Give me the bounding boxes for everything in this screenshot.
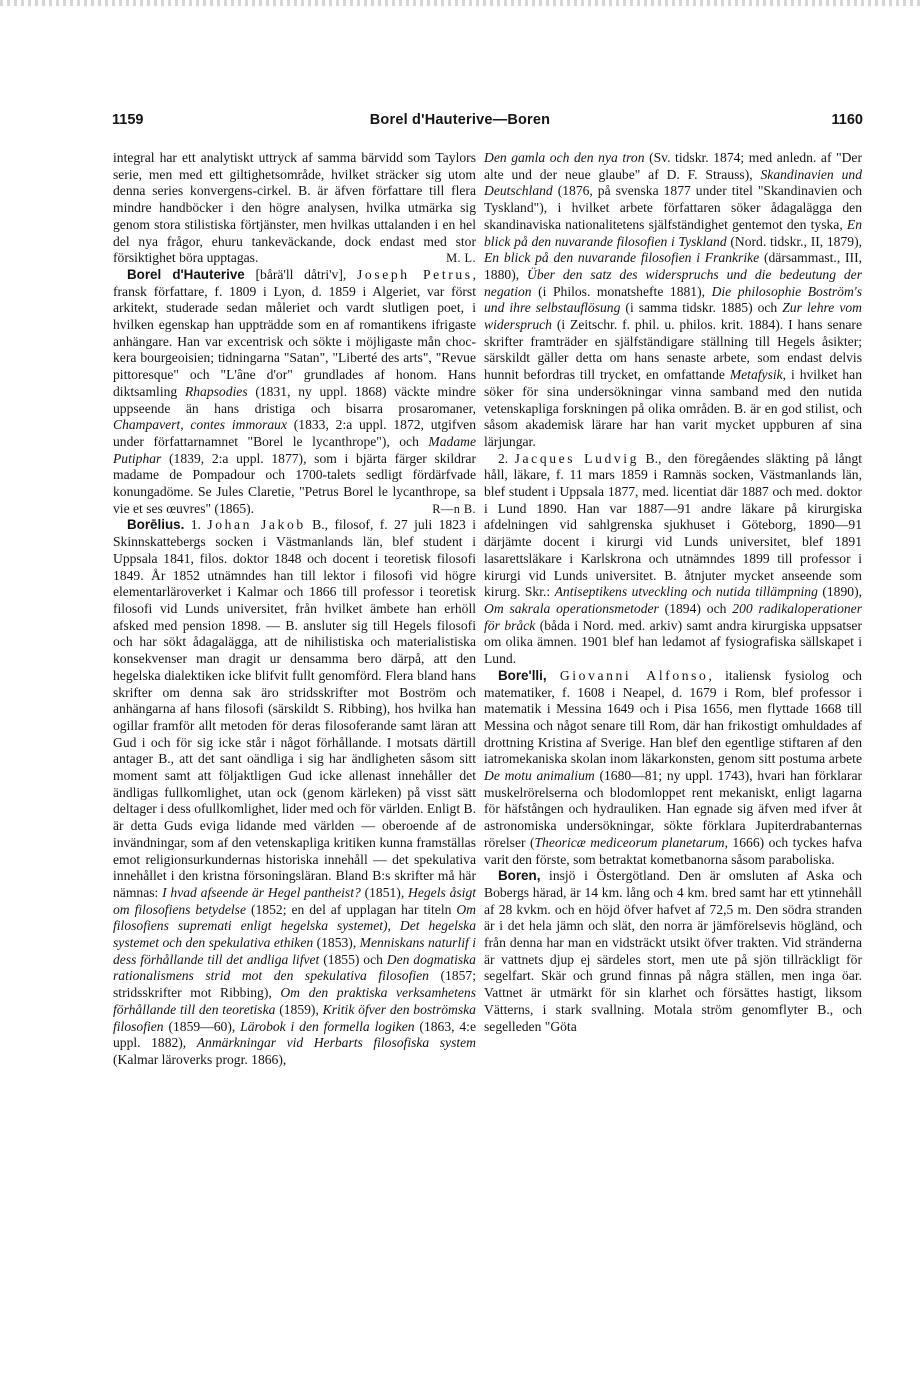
work-title: Menniskans naturlif i dess förhållande till det andliga lifvet: [113, 935, 476, 967]
author-signature: R—n B.: [432, 501, 476, 516]
text-run: (1894) och: [658, 600, 733, 616]
page-number-left: 1159: [112, 112, 144, 128]
work-title: Hegels åsigt om filosofiens betydelse: [113, 884, 477, 917]
text-run: [bårä'll dåtri'v],: [244, 266, 358, 282]
work-title: En blick på den nuvarande filosofien i Frankrike: [484, 250, 760, 266]
work-title: Theoricæ mediceorum planetarum: [534, 834, 725, 850]
entry-headword: Borēlius.: [127, 517, 185, 533]
text-run: insjö i Östergötland. Den är omsluten af Aska och Bobergs härad, är 14 km. lång och 4 km. bred samt har ett ytinnehåll af 28 kvkm. och en höjd öfver hafvet af 72,5 m. Den södra stranden är i det hela jämn och slät, den norra är jämförelsevis högländ, och från denna har man en vidsträckt utsikt öfver trakten. Vid stränderna är vattnets djup ej särdeles stort, men ute på sjön tillräckligt för segelfart. Skär och grund finnas på några ställen, men inga öar. Vattnet är utmärkt för sin klarhet och försättes hastigt, liksom Vätterns, i stark svallning. Motala ström genomflyter B., och segelleden "Göta: [484, 868, 862, 1034]
person-name-spaced: Joseph Petrus: [357, 266, 473, 282]
top-edge-marks: [0, 0, 920, 6]
text-run: (båda i Nord. med. arkiv) samt andra kirurgiska uppsatser om olika ämnen. 1901 blef han ledamot af fysiografiska sällskapet i Lund.: [484, 617, 862, 667]
work-title: Om filosofiens supremati enligt hegelska systemet), Det hegelska systemet och den spekulativa ethiken: [113, 901, 476, 951]
work-title: Champavert, contes immoraux: [113, 417, 287, 433]
left-column: [113, 150, 476, 1069]
text-run: (1857; stridsskrifter mot Ribbing),: [113, 968, 476, 1001]
entry-headword: Bore'lli,: [498, 667, 547, 683]
text-run: (1876, på svenska 1877 under titel "Skandinavien och Tyskland"), i hvilket arbete författaren söker ådagalägga den skandinaviska nationalitetens själfständighet gentemot den tyska,: [484, 183, 862, 232]
paragraph: [113, 267, 476, 518]
work-title: Madame Putiphar: [113, 433, 476, 466]
work-title: Zur lehre vom widerspruch: [484, 300, 862, 333]
paragraph: [113, 150, 476, 267]
person-name-spaced: Johan Jakob: [207, 517, 306, 533]
work-title: Metafysik: [729, 367, 783, 383]
work-title: En blick på den nuvarande filosofien i Tyskland: [484, 216, 862, 249]
work-title: Rhapsodies: [184, 383, 248, 399]
text-run: [547, 668, 560, 683]
text-run: (Kalmar läroverks progr. 1866),: [113, 1051, 287, 1067]
text-run: (1859—60),: [163, 1018, 241, 1034]
text-run: (1851),: [360, 884, 409, 900]
paragraph: [484, 668, 862, 868]
work-title: 200 radikaloperationer för bråck: [484, 600, 862, 633]
text-run: (Nord. tidskr., II, 1879),: [726, 233, 862, 249]
entry-headword: Borel d'Hauterive: [127, 266, 245, 282]
paragraph: [113, 517, 476, 1068]
work-title: Om sakrala operationsmetoder: [484, 600, 659, 616]
text-run: 1.: [184, 517, 208, 533]
text-run: (Sv. tidskr. 1874; med anledn. af "Der alte und der neue glaube" af D. F. Strauss),: [484, 150, 862, 182]
text-run: (1863, 4:e uppl. 1882),: [113, 1018, 476, 1051]
text-run: (i Philos. monatshefte 1881),: [531, 283, 712, 299]
work-title: Die philosophie Boström's und ihre selbstauflösung: [484, 283, 862, 316]
running-title: Borel d'Hauterive—Boren: [369, 112, 551, 128]
person-name-spaced: Giovanni Alfonso: [559, 667, 709, 683]
text-run: (1890),: [817, 584, 862, 600]
text-run: B., den föregåendes släkting på långt håll, läkare, f. 11 mars 1859 i Ramnäs socken, Västmanlands län, blef student i Uppsala 1877, med. licentiat där 1887 och med. doktor i Lund 1890. Han var 1887—91 andre läkare på kirurgiska afdelningen vid sahlgrenska sjukhuset i Göteborg, 1890—91 därjämte docent i kirurgi vid Lunds universitet, blef 1891 lasarettsläkare i Karlskrona och utnämndes 1899 till professor i kirurgi vid Lunds universitet. B. åtnjuter mycket anseende som kirurg. Skr.:: [484, 450, 863, 600]
work-title: Anmärkningar vid Herbarts filosofiska system: [196, 1035, 476, 1051]
text-run: (1680—81; ny uppl. 1743), hvari han förklarar muskelrörelserna och blodomloppet rent mekaniskt, enligt lagarna för häfstången och hydrauliken. Han egnade sig äfven med ifver åt astronomiska undersökningar, sökte förklara Jupiterdrabanternas rörelser (: [484, 768, 863, 850]
work-title: Den dogmatiska rationalismens strid mot den spekulativa filosofien: [113, 951, 476, 984]
page-number-right: 1160: [831, 112, 863, 128]
person-name-spaced: Jacques Ludvig: [514, 450, 640, 466]
text-run: , italiensk fysiolog och matematiker, f. 1608 i Neapel, d. 1679 i Rom, blef professor i matematik i Messina 1649 och i Pisa 1656, men flyttade 1668 till Messina och något senare till Rom, där han frikostigt omhuldades af drottning Kristina af Sverige. Han blef den egentlige stiftaren af den iatromekaniska skolan inom läkarkonsten, genom sitt postuma arbete: [484, 667, 862, 767]
text-run: , fransk författare, f. 1809 i Lyon, d. 1859 i Algeriet, var först arkitekt, studerade sedan måleriet och vardt slutligen poet, i hvilken egenskap han uppträdde som en af romantikens ifrigaste anhängare. Han var excentrisk och sökte i möjligaste mån choc-kera bourgeoisien; tidningarna "Satan", "Liberté des arts", "Revue pittoresque" och "L'âne d'or" grundlades af honom. Hans diktsamling: [113, 266, 477, 399]
text-run: (1831, ny uppl. 1868) väckte mindre uppseende än hans dristiga och bisarra prosaromaner,: [113, 383, 477, 416]
work-title: Antiseptikens utveckling och nutida tillämpning: [554, 584, 818, 600]
text-run: (i Zeitschr. f. phil. u. philos. krit. 1884). I hans senare skrifter framträder en själfständigare ställning till Hegels åsikter; särskildt gäller detta om hans senaste arbete, som endast delvis hunnit befordras till trycket, en omfattande: [484, 317, 862, 383]
text-run: (1833, 2:a uppl. 1872, utgifven under författarnamnet "Borel le lycanthrope"), och: [113, 417, 476, 449]
text-run: (i samma tidskr. 1885) och: [620, 300, 783, 316]
paragraph: [484, 451, 862, 668]
work-title: Kritik öfver den boströmska filosofien: [113, 1001, 476, 1034]
text-run: (1855) och: [319, 951, 387, 967]
text-run: (1839, 2:a uppl. 1877), som i bjärta färger skildrar madame de Pompadour och 1700-talets sedligt fördärfvade konungadöme. Se Jules Claretie, "Petrus Borel le lycanthrope, sa vie et ses œuvres" (1865).: [113, 450, 476, 516]
work-title: Den gamla och den nya tron: [484, 150, 645, 165]
page-header: [0, 112, 920, 136]
text-run: integral har ett analytiskt uttryck af samma bärvidd som Taylors serie, men med ett giltighetsområde, hvilket sträcker sig utom denna series konvergens-cirkel. B. är äfven författare till flera mindre handböcker i den högre analysen, hvilka utmärka sig genom stora stilistiska förtjänster, men hvilkas uttalanden i en hel del nya frågor, ehuru tankeväckande, dock endast med stor försiktighet böra upptagas.: [113, 150, 476, 266]
text-run: (1859),: [275, 1001, 323, 1017]
text-run: (därsammast., III, 1880),: [484, 250, 862, 282]
text-run: (1853),: [313, 935, 360, 951]
work-title: De motu animalium: [484, 768, 595, 784]
paragraph: [484, 868, 862, 1035]
author-signature: M. L.: [446, 251, 476, 266]
text-run: (1852; en del af upplagan har titeln: [246, 901, 457, 917]
work-title: I hvad afseende är Hegel pantheist?: [162, 884, 361, 900]
text-run: B., filosof, f. 27 juli 1823 i Skinnskattebergs socken i Västmanlands län, blef student i Uppsala 1841, filos. doktor 1848 och docent i teoretisk filosofi 1849. År 1852 utnämndes han till lektor i filosofi vid högre elementarläroverket i Kalmar och 1866 till professor i teoretisk filosofi vid Lunds universitet, från hvilket ämbete han erhöll afsked med pension 1898. — B. ansluter sig till Hegels filosofi och har sökt ådagalägga, att de nihilistiska och materialistiska konsekvenser man dragit ur densamma bero därpå, att den hegelska dialektiken icke blifvit fullt genomförd. Flera bland hans skrifter om denna sak äro stridsskrifter mot Boström och anhängarna af hans filosofi (särskildt S. Ribbing), hos hvilka han ogillar framför allt metoden för deras filosoferande samt läran att Gud i och för sig icke står i något förhållande. I motsats därtill antager B., att det sant oändliga i sig har ändligheten såsom sitt moment samt att följaktligen Gud icke allenast innehåller det ändligas fullkomlighet, utan ock (genom kärleken) på visst sätt deltager i dess ofullkomlighet, lider med och för världen. Enligt B. är detta Guds eviga lidande med världen — oberoende af de invändningar, som af den vetenskapliga kritiken kunna framställas emot religionsurkundernas historiska innehåll — det spekulativa innehållet i den kristna försoningsläran. Bland B:s skrifter må här nämnas:: [113, 517, 476, 900]
entry-headword: Boren,: [498, 868, 541, 884]
right-column: [484, 150, 862, 1035]
work-title: Über den satz des widerspruchs und die bedeutung der negation: [484, 266, 863, 299]
text-run: , i hvilket han söker för sina undersökningar vinna samband med den nutida vetenskapliga forskningen på olika områden. B. är en god stilist, och såsom akademisk lärare har han varit mycket uppburen af sina lärjungar.: [484, 367, 862, 449]
text-run: , 1666) och tyckes hafva varit den förste, som betraktat kometbanorna såsom paraboliska.: [484, 834, 863, 867]
text-run: 2.: [498, 450, 515, 466]
work-title: Om den praktiska verksamhetens förhållande till den teoretiska: [113, 985, 476, 1017]
work-title: Skandinavien und Deutschland: [484, 166, 862, 199]
paragraph: [484, 150, 862, 451]
work-title: Lärobok i den formella logiken: [240, 1018, 415, 1034]
